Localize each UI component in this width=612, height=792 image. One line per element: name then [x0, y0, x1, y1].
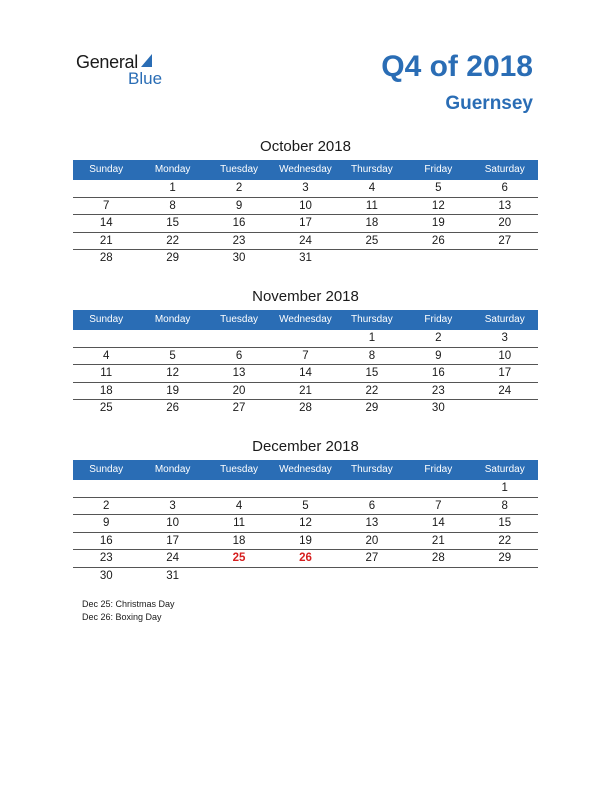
- day-cell: 31: [299, 252, 312, 264]
- day-cell: 30: [431, 402, 445, 414]
- day-cell: 17: [299, 217, 312, 229]
- day-cell: 1: [169, 182, 176, 194]
- day-cell: 9: [235, 199, 243, 212]
- day-cell: 5: [169, 349, 176, 362]
- weekday-header: [73, 310, 538, 330]
- day-cell: 24: [166, 552, 180, 564]
- weekday-label: Saturday: [484, 314, 525, 325]
- day-cell: 9: [435, 349, 442, 362]
- weekday-header: [73, 460, 538, 480]
- day-cell: 11: [365, 199, 378, 212]
- day-cell: 21: [431, 534, 445, 547]
- logo-blue-text: Blue: [128, 69, 163, 88]
- day-cell: 28: [299, 402, 312, 414]
- weekday-label: Wednesday: [279, 164, 332, 175]
- day-cell: 10: [166, 517, 180, 529]
- day-cell: 20: [365, 534, 379, 547]
- day-cell: 20: [232, 384, 246, 397]
- weekday-label: Wednesday: [279, 464, 332, 475]
- day-cell: 16: [99, 534, 113, 547]
- week-row: [73, 383, 538, 401]
- day-cell: 31: [166, 569, 180, 582]
- day-cell: 22: [498, 534, 512, 547]
- day-cell: 12: [299, 517, 312, 529]
- day-cell: [272, 568, 338, 585]
- week-row: [73, 198, 538, 216]
- weekday-label: Sunday: [89, 164, 124, 175]
- week-row: [73, 480, 538, 498]
- day-cell: [472, 568, 538, 585]
- day-cell: 21: [99, 234, 113, 247]
- week-row: [73, 550, 538, 568]
- weekday-label: Friday: [424, 164, 453, 175]
- day-cell: 11: [100, 367, 113, 379]
- day-cell: 26: [166, 402, 180, 414]
- day-cell: 12: [166, 367, 180, 379]
- day-cell: 29: [365, 402, 379, 414]
- day-cell: [206, 568, 272, 585]
- weekday-label: Saturday: [484, 464, 525, 475]
- logo: [76, 52, 176, 92]
- day-cell: 22: [365, 384, 379, 397]
- month-december: [73, 438, 538, 584]
- day-cell: 8: [501, 499, 508, 512]
- day-cell: 14: [431, 517, 445, 529]
- day-cell: 28: [431, 552, 445, 564]
- day-cell: 27: [365, 552, 379, 564]
- day-cell: 2: [235, 182, 243, 194]
- day-cell: 6: [368, 499, 376, 512]
- weekday-label: Friday: [424, 314, 453, 325]
- day-cell: 10: [299, 199, 312, 212]
- weekday-label: Monday: [154, 464, 191, 475]
- day-cell: 25: [99, 402, 113, 414]
- day-cell: 7: [302, 349, 309, 362]
- day-cell: [73, 480, 139, 497]
- week-row: [73, 250, 538, 267]
- day-cell: 17: [498, 367, 512, 379]
- day-cell: 18: [232, 534, 246, 547]
- weekday-label: Thursday: [351, 464, 393, 475]
- weekday-label: Tuesday: [220, 464, 259, 475]
- month-october: [73, 138, 538, 267]
- day-cell: 30: [232, 252, 246, 264]
- day-cell: [339, 250, 405, 267]
- day-cell: 15: [166, 217, 180, 229]
- day-cell: 3: [501, 332, 508, 344]
- day-cell: 4: [103, 349, 110, 362]
- logo-triangle-icon: [141, 54, 152, 67]
- day-cell: 1: [501, 482, 508, 494]
- day-cell: [139, 480, 205, 497]
- day-cell: 5: [435, 182, 442, 194]
- day-cell: 16: [431, 367, 445, 379]
- day-cell: 3: [169, 499, 176, 512]
- weekday-label: Monday: [154, 314, 191, 325]
- day-cell: 27: [232, 402, 246, 414]
- day-cell: 7: [103, 199, 110, 212]
- day-cell: 13: [232, 367, 246, 379]
- day-cell: [73, 330, 139, 347]
- weekday-label: Thursday: [351, 164, 393, 175]
- day-cell: [405, 568, 471, 585]
- day-cell: 14: [299, 367, 312, 379]
- day-cell: 4: [368, 182, 376, 194]
- weekday-label: Friday: [424, 464, 453, 475]
- weekday-label: Wednesday: [279, 314, 332, 325]
- month-title: December 2018: [252, 438, 359, 455]
- weekday-header: [73, 160, 538, 180]
- day-cell: [405, 250, 471, 267]
- day-cell: 18: [99, 384, 113, 397]
- day-cell: 12: [431, 199, 445, 212]
- day-cell: 27: [498, 234, 512, 247]
- week-row: [73, 568, 538, 585]
- day-cell: 15: [365, 367, 379, 379]
- day-cell: 3: [302, 182, 309, 194]
- weekday-label: Tuesday: [220, 314, 259, 325]
- day-cell: 5: [302, 499, 309, 512]
- day-cell: 20: [498, 217, 512, 229]
- day-cell: 17: [166, 534, 180, 547]
- day-cell: 25: [365, 234, 379, 247]
- day-cell: 2: [103, 499, 110, 512]
- holiday-notes: [82, 598, 175, 624]
- day-cell: 19: [166, 384, 180, 397]
- weekday-label: Thursday: [351, 314, 393, 325]
- holiday-note: Dec 25: Christmas Day: [82, 599, 175, 609]
- weekday-label: Sunday: [89, 314, 124, 325]
- logo-general-text: General: [76, 52, 138, 72]
- day-cell: [472, 250, 538, 267]
- day-cell: 14: [99, 217, 113, 229]
- weekday-label: Monday: [154, 164, 191, 175]
- day-cell: 30: [99, 569, 113, 582]
- week-row: [73, 515, 538, 533]
- day-cell: 11: [233, 517, 246, 529]
- day-cell: 9: [103, 517, 110, 529]
- day-cell: [206, 480, 272, 497]
- day-cell: 8: [169, 199, 176, 212]
- day-cell: 16: [232, 217, 246, 229]
- day-cell: [73, 180, 139, 197]
- week-row: [73, 348, 538, 366]
- region-title: Guernsey: [445, 93, 533, 114]
- day-cell: 29: [498, 552, 512, 564]
- day-cell: 13: [365, 517, 379, 529]
- day-cell: 4: [235, 499, 243, 512]
- week-row: [73, 180, 538, 198]
- day-cell: 23: [99, 552, 113, 564]
- week-row: [73, 365, 538, 383]
- day-cell: 15: [498, 517, 512, 529]
- day-cell: [206, 330, 272, 347]
- week-row: [73, 400, 538, 417]
- day-cell: 26: [431, 234, 445, 247]
- day-cell: 23: [431, 384, 445, 397]
- day-cell: [339, 568, 405, 585]
- weekday-label: Tuesday: [220, 164, 259, 175]
- week-row: [73, 330, 538, 348]
- day-cell: [272, 330, 338, 347]
- day-cell: 6: [235, 349, 243, 362]
- page-title: Q4 of 2018: [381, 50, 533, 83]
- week-row: [73, 215, 538, 233]
- week-row: [73, 498, 538, 516]
- month-november: [73, 288, 538, 417]
- holiday-day-cell: 25: [232, 552, 246, 564]
- holiday-day-cell: 26: [299, 552, 312, 564]
- day-cell: 28: [99, 252, 113, 264]
- month-title: October 2018: [260, 138, 351, 155]
- day-cell: 6: [501, 182, 508, 194]
- day-cell: 24: [299, 234, 312, 247]
- day-cell: 13: [498, 199, 512, 212]
- day-cell: 21: [299, 384, 312, 397]
- day-cell: 23: [232, 234, 246, 247]
- day-cell: [405, 480, 471, 497]
- day-cell: 29: [166, 252, 180, 264]
- day-cell: [472, 400, 538, 417]
- day-cell: 8: [368, 349, 376, 362]
- week-row: [73, 233, 538, 251]
- weekday-label: Saturday: [484, 164, 525, 175]
- day-cell: 7: [435, 499, 442, 512]
- holiday-note: Dec 26: Boxing Day: [82, 612, 162, 622]
- day-cell: 18: [365, 217, 379, 229]
- day-cell: 2: [435, 332, 442, 344]
- day-cell: [139, 330, 205, 347]
- day-cell: 19: [299, 534, 312, 547]
- day-cell: 1: [368, 332, 376, 344]
- day-cell: 24: [498, 384, 512, 397]
- month-title: November 2018: [252, 288, 359, 305]
- day-cell: 22: [166, 234, 180, 247]
- weekday-label: Sunday: [89, 464, 124, 475]
- day-cell: [272, 480, 338, 497]
- day-cell: [339, 480, 405, 497]
- day-cell: 10: [498, 349, 512, 362]
- week-row: [73, 533, 538, 551]
- day-cell: 19: [431, 217, 445, 229]
